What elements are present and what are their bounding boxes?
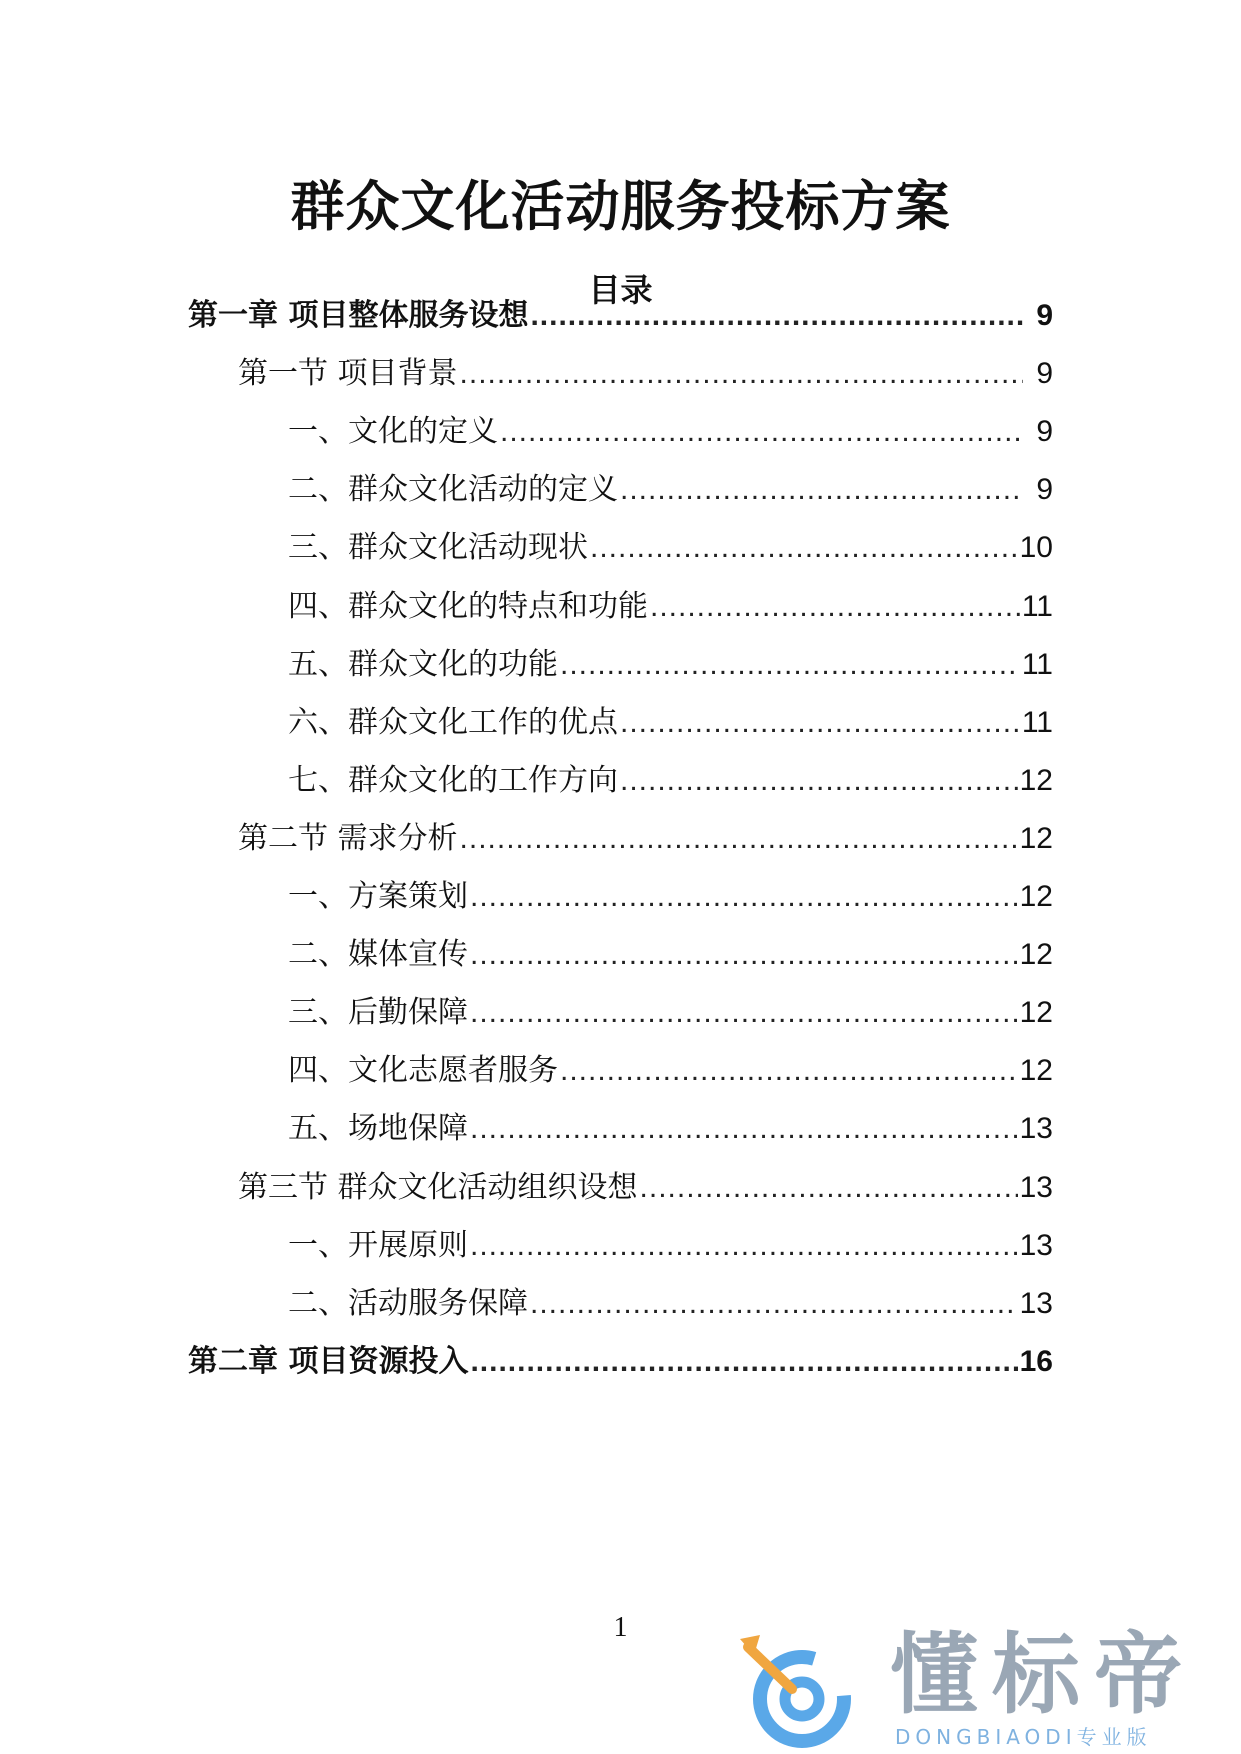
toc-entry-label: 第一章 项目整体服务设想	[188, 298, 529, 333]
toc-entry-label: 五、群众文化的功能	[288, 646, 558, 682]
toc-dot-leader	[470, 873, 1018, 921]
toc-dot-leader	[530, 292, 1023, 340]
toc-entry-label: 第三节 群众文化活动组织设想	[238, 1169, 638, 1205]
toc-entry[interactable]	[288, 1222, 1053, 1270]
toc-entry[interactable]	[188, 1338, 1053, 1386]
toc-dot-leader	[620, 466, 1023, 514]
toc-dot-leader	[530, 1280, 1018, 1328]
toc-entry-page: 11	[1021, 705, 1053, 739]
toc-dot-leader	[560, 641, 1020, 689]
toc-entry-page: 10	[1019, 531, 1053, 565]
toc-heading: 目录	[588, 271, 653, 309]
toc-entry-page: 12	[1019, 763, 1053, 797]
toc-entry[interactable]	[288, 931, 1053, 979]
toc-entry[interactable]	[288, 757, 1053, 805]
toc-entry-label: 二、媒体宣传	[288, 937, 468, 973]
toc-entry[interactable]	[238, 350, 1053, 398]
toc-entry[interactable]	[288, 408, 1053, 456]
toc-entry-label: 第二章 项目资源投入	[188, 1343, 469, 1379]
toc-entry-page: 12	[1019, 996, 1053, 1030]
page-number: 1	[613, 1612, 628, 1643]
toc-dot-leader	[590, 524, 1018, 572]
document-title: 群众文化活动服务投标方案	[290, 175, 951, 238]
toc-dot-leader	[640, 1164, 1018, 1212]
toc-entry-page: 9	[1036, 299, 1053, 332]
toc-entry-page: 11	[1021, 647, 1053, 681]
toc-entry[interactable]	[238, 1164, 1053, 1212]
toc-dot-leader	[620, 757, 1018, 805]
toc-entry-label: 一、文化的定义	[288, 414, 498, 450]
toc-dot-leader	[470, 931, 1018, 979]
toc-dot-leader	[470, 989, 1018, 1037]
toc-entry-page: 13	[1019, 1286, 1053, 1320]
watermark-brand: 懂标帝	[890, 1623, 1197, 1726]
toc-entry[interactable]	[288, 524, 1053, 572]
toc-entry-label: 五、场地保障	[288, 1111, 468, 1147]
toc-entry-page: 13	[1019, 1228, 1053, 1262]
toc-entry-label: 第二节 需求分析	[238, 820, 458, 856]
toc-dot-leader	[500, 408, 1023, 456]
toc-dot-leader	[650, 583, 1020, 631]
toc-entry-label: 第一节 项目背景	[238, 356, 458, 392]
toc-entry-label: 二、群众文化活动的定义	[288, 472, 618, 508]
toc-dot-leader	[470, 1105, 1018, 1153]
toc-entry-page: 12	[1019, 821, 1053, 855]
toc-dot-leader	[460, 815, 1018, 863]
toc-entry-label: 七、群众文化的工作方向	[288, 762, 618, 798]
toc-dot-leader	[460, 350, 1023, 398]
toc-entry-label: 四、文化志愿者服务	[288, 1053, 558, 1089]
toc-entry[interactable]	[288, 699, 1053, 747]
toc-entry[interactable]	[288, 641, 1053, 689]
toc-dot-leader	[560, 1047, 1018, 1095]
toc-entry-page: 9	[1036, 473, 1053, 507]
toc-entry-page: 12	[1019, 938, 1053, 972]
watermark	[740, 1625, 1240, 1750]
toc-entry-page: 9	[1036, 357, 1053, 391]
target-arrow-logo-icon	[740, 1625, 880, 1750]
toc-entry-label: 六、群众文化工作的优点	[288, 704, 618, 740]
toc-entry[interactable]	[288, 1047, 1053, 1095]
toc-dot-leader	[470, 1338, 1017, 1386]
toc-entry[interactable]	[288, 989, 1053, 1037]
toc-entry-label: 四、群众文化的特点和功能	[288, 588, 648, 624]
toc-entry-label: 一、开展原则	[288, 1227, 468, 1263]
toc-entry-label: 三、后勤保障	[288, 995, 468, 1031]
toc-dot-leader	[620, 699, 1020, 747]
toc-entry-label: 一、方案策划	[288, 879, 468, 914]
toc-dot-leader	[470, 1222, 1018, 1270]
toc-entry[interactable]	[288, 466, 1053, 514]
toc-entry[interactable]	[288, 873, 1053, 921]
watermark-subtitle: DONGBIAODI专业版	[895, 1725, 1152, 1749]
toc-entry-page: 11	[1021, 589, 1053, 623]
toc-entry[interactable]	[288, 1280, 1053, 1328]
toc-entry[interactable]	[288, 1105, 1053, 1153]
toc-entry[interactable]	[188, 292, 1053, 340]
toc-entry-page: 13	[1019, 1170, 1053, 1204]
toc-entry-page: 12	[1019, 1054, 1053, 1088]
toc-entry-label: 二、活动服务保障	[288, 1285, 528, 1321]
toc-entry-page: 9	[1036, 415, 1053, 449]
toc-entry-page: 13	[1019, 1112, 1053, 1146]
toc-entry[interactable]	[288, 583, 1053, 631]
toc-entry-page: 12	[1019, 880, 1053, 913]
toc-entry[interactable]	[238, 815, 1053, 863]
toc-entry-label: 三、群众文化活动现状	[288, 530, 588, 566]
toc-entry-page: 16	[1019, 1344, 1053, 1378]
